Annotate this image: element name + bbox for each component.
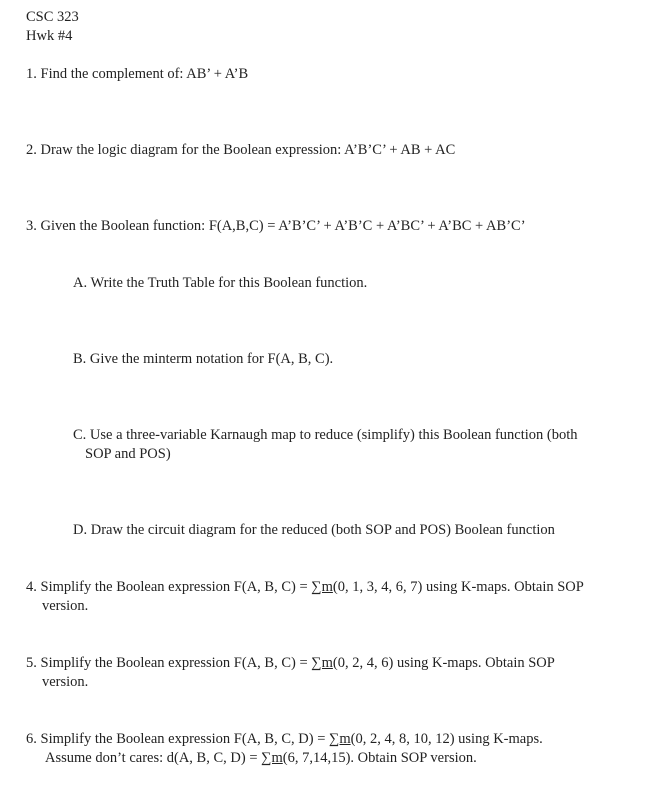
question-4-line2: version. bbox=[42, 598, 89, 614]
question-3: 3. Given the Boolean function: F(A,B,C) = A’B’C’ + A’B’C + A’BC’ + A’BC + AB’C’ bbox=[26, 218, 526, 234]
question-4 bbox=[26, 578, 584, 597]
question-3-part-c-line1: C. Use a three-variable Karnaugh map to reduce (simplify) this Boolean function (both bbox=[73, 427, 578, 443]
question-3-part-d: D. Draw the circuit diagram for the reduced (both SOP and POS) Boolean function bbox=[73, 522, 555, 538]
question-6-suffix: (0, 2, 4, 8, 10, 12) using K-maps. bbox=[350, 731, 543, 747]
question-3-part-c-line2: SOP and POS) bbox=[85, 446, 171, 462]
question-4-prefix: 4. Simplify the Boolean expression F(A, B, C) = bbox=[26, 579, 312, 595]
assignment-title: Hwk #4 bbox=[26, 28, 73, 44]
question-1: 1. Find the complement of: AB’ + A’B bbox=[26, 66, 249, 82]
question-4-sum-symbol: ∑m bbox=[311, 579, 333, 595]
question-6-line2-sum-symbol: ∑m bbox=[261, 750, 283, 766]
question-4-suffix: (0, 1, 3, 4, 6, 7) using K-maps. Obtain SOP bbox=[332, 579, 584, 595]
question-5-suffix: (0, 2, 4, 6) using K-maps. Obtain SOP bbox=[332, 655, 555, 671]
question-5 bbox=[26, 654, 555, 673]
question-5-line2: version. bbox=[42, 674, 89, 690]
question-6-line2 bbox=[45, 749, 477, 768]
question-3-part-a: A. Write the Truth Table for this Boolean function. bbox=[73, 275, 368, 291]
question-6 bbox=[26, 730, 543, 749]
question-6-prefix: 6. Simplify the Boolean expression F(A, B, C, D) = bbox=[26, 731, 329, 747]
question-5-sum-symbol: ∑m bbox=[311, 655, 333, 671]
question-6-line2-prefix: Assume don’t cares: d(A, B, C, D) = bbox=[45, 750, 262, 766]
question-2: 2. Draw the logic diagram for the Boolean expression: A’B’C’ + AB + AC bbox=[26, 142, 456, 158]
question-3-part-b: B. Give the minterm notation for F(A, B, C). bbox=[73, 351, 334, 367]
question-5-prefix: 5. Simplify the Boolean expression F(A, B, C) = bbox=[26, 655, 312, 671]
course-code: CSC 323 bbox=[26, 9, 79, 25]
question-6-line2-suffix: (6, 7,14,15). Obtain SOP version. bbox=[282, 750, 477, 766]
question-6-sum-symbol: ∑m bbox=[329, 731, 351, 747]
